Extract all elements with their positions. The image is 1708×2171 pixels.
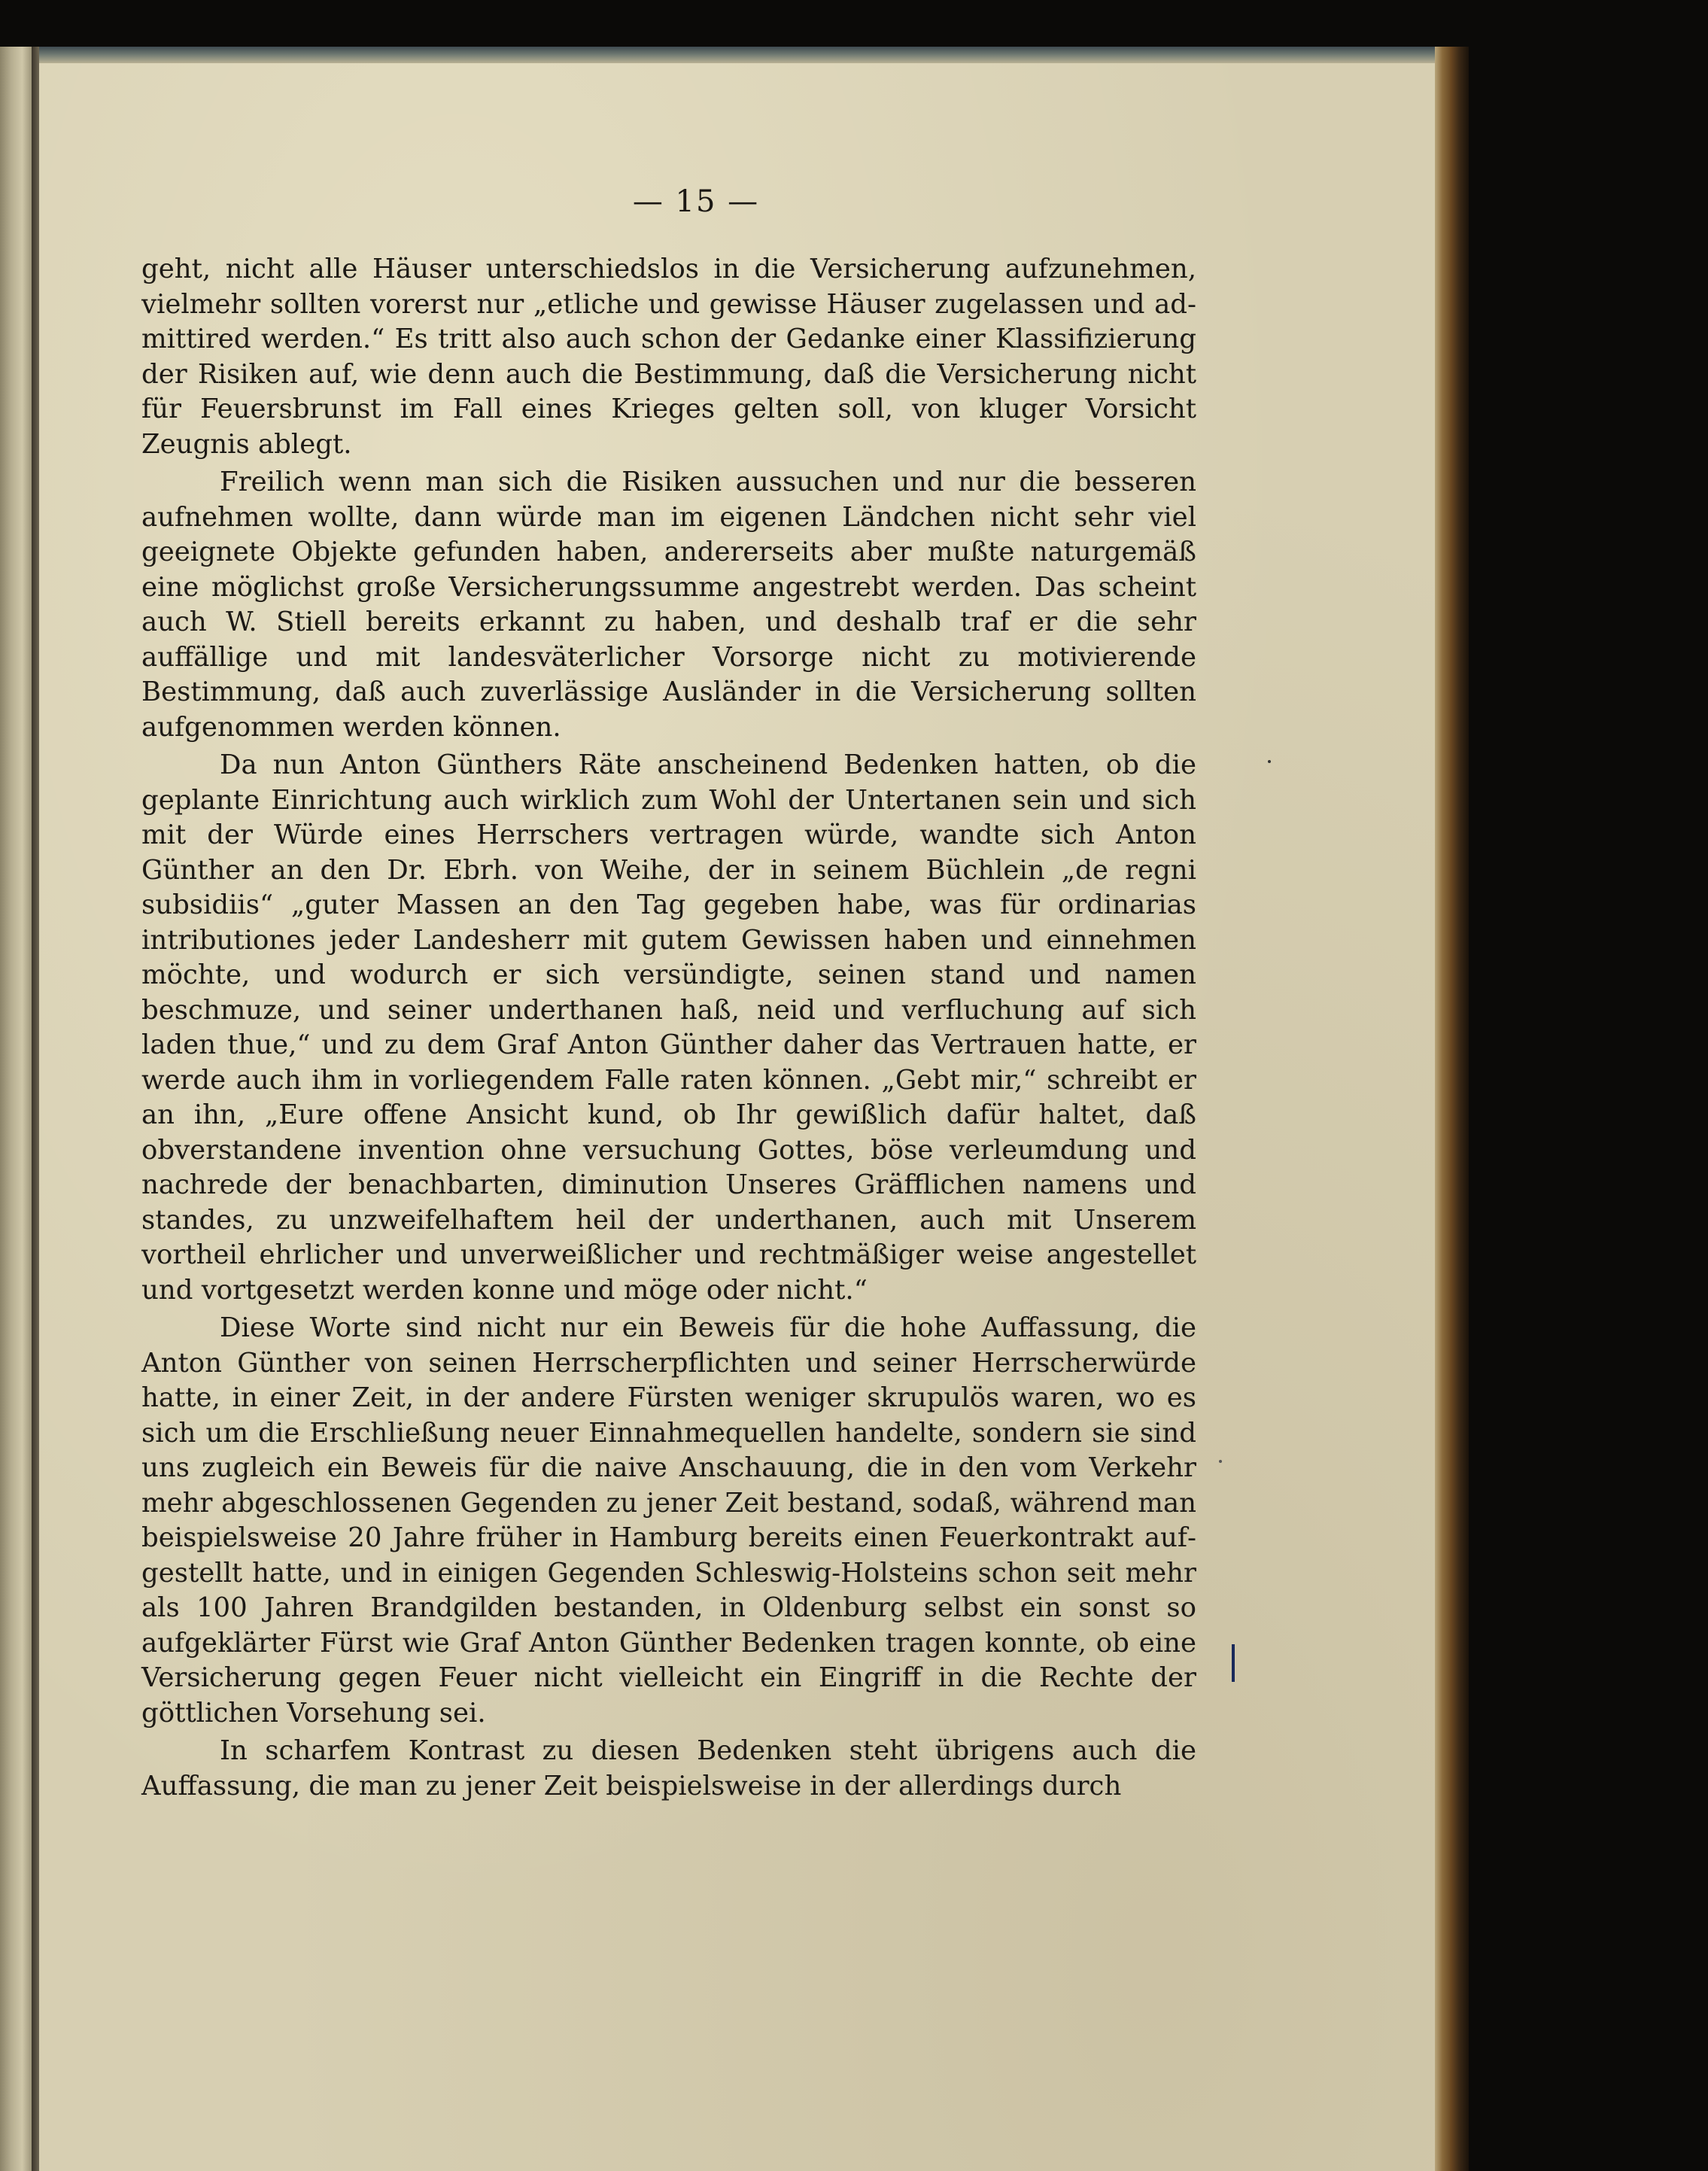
book-cover-edge [1450,47,1469,2171]
paragraph-2: Freilich wenn man sich die Risiken aussuchen und nur die besseren aufnehmen wollte, dann würde man im eigenen Ländchen nicht sehr viel geeignete Objekte gefunden haben, andererseits aber mußte naturgemäß eine möglichst große Versicherungssumme angestrebt werden. Das scheint auch W. Stiell bereits erkannt zu haben, und deshalb traf er die sehr auffällige und mit landesväterlicher Vorsorge nicht zu motivierende Bestimmung, daß auch zuverlässige Ausländer in die Versicherung sollten aufgenommen werden können. [141,467,1196,743]
book-gutter [32,47,39,2171]
paper-speck [1219,1460,1222,1463]
page-right-edge [1435,47,1450,2171]
paragraph-1: geht, nicht alle Häuser unterschiedslos in die Versicherung aufzunehmen, vielmehr sollten vorerst nur „etliche und gewisse Häuser zugelassen und admittired werden.“ Es tritt also auch schon der Gedanke einer Klassifizierung der Risiken auf, wie denn auch die Bestimmung, daß die Versicherung nicht für Feuersbrunst im Fall eines Krieges gelten soll, von kluger Vorsicht Zeugnis ablegt. [141,254,1196,460]
page-top-edge [39,47,1435,63]
paragraph-5: In scharfem Kontrast zu diesen Bedenken steht übrigens auch die Auffassung, die man zu jener Zeit beispielsweise in der allerdings durch [141,1735,1196,1802]
left-page-edge [0,47,32,2171]
paragraph-4: Diese Worte sind nicht nur ein Beweis für die hohe Auffassung, die Anton Günther von seinen Herrscherpflichten und seiner Herrscherwürde hatte, in einer Zeit, in der andere Fürsten weniger skrupulös waren, wo es sich um die Erschließung neuer Einnahmequellen handelte, sondern sie sind uns zugleich ein Beweis für die naive Anschauung, die in den vom Verkehr mehr abgeschlossenen Gegenden zu jener Zeit bestand, sodaß, während man beispielsweise 20 Jahre früher in Hamburg bereits einen Feuerkontrakt aufgestellt hatte, und in einigen Gegenden Schleswig-Holsteins schon seit mehr als 100 Jahren Brandgilden bestanden, in Oldenburg selbst ein sonst so aufgeklärter Fürst wie Graf Anton Günther Bedenken tragen konnte, ob eine Versicherung gegen Feuer nicht vielleicht ein Eingriff in die Rechte der göttlichen Vorsehung sei. [141,1312,1196,1729]
margin-pencil-mark [1232,1644,1235,1682]
paragraph-3: Da nun Anton Günthers Räte anscheinend Bedenken hatten, ob die geplante Einrichtung auch wirklich zum Wohl der Untertanen sein und sich mit der Würde eines Herrschers vertragen würde, wandte sich Anton Günther an den Dr. Ebrh. von Weihe, der in seinem Büchlein „de regni subsidiis“ „guter Massen an den Tag gegeben habe, was für ordinarias intributiones jeder Landesherr mit gutem Gewissen haben und einnehmen möchte, und wodurch er sich versündigte, seinen stand und namen beschmuze, und seiner underthanen haß, neid und verfluchung auf sich laden thue,“ und zu dem Graf Anton Günther daher das Vertrauen hatte, er werde auch ihm in vorliegendem Falle raten können. „Gebt mir,“ schreibt er an ihn, „Eure offene Ansicht kund, ob Ihr gewißlich dafür haltet, daß obverstandene invention ohne versuchung Gottes, böse verleumdung und nachrede der benachbarten, diminution Unseres Gräfflichen namens und standes, zu unzweifelhaftem heil der underthanen, auch mit Unserem vortheil ehrlicher und unverweißlicher und rechtmäßiger weise angestellet und vortgesetzt werden konne und möge oder nicht.“ [141,750,1196,1306]
paper-speck [1268,760,1271,763]
page-number: — 15 — [632,184,760,219]
body-text [141,252,1196,1807]
